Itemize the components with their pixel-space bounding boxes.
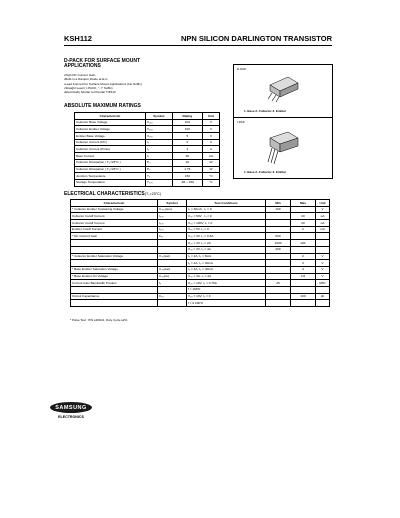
table-row: I₀ = 4A, I₀ = 40mA 3 V [71, 260, 330, 267]
table-row: Collector Dissipation ( T₀=25°C ) P₀ 20 W [75, 159, 220, 166]
ipak-label: I-PAK [237, 120, 245, 124]
table-row: V₀₀ = 3V, I₀ = 2A 1000 12K [71, 240, 330, 247]
column-header: Rating [172, 113, 202, 120]
table-row: Junction Temperature T₀ 150 °C [75, 173, 220, 180]
feature-item: • Straight Lead ( I-PACK, "- I" Suffix) [64, 86, 142, 90]
dpak-package-box [233, 64, 333, 118]
column-header: Min [266, 200, 291, 207]
table-row: * Base Emitter Saturation Voltage V₀₀(sat) I₀ = 4A, I₀ = 40mA 4 V [71, 266, 330, 273]
column-header: Unit [203, 113, 220, 120]
table-row: Emitter Base Voltage V₂₀₀ 5 V [75, 133, 220, 140]
samsung-logo-subtitle: ELECTRONICS [58, 415, 84, 419]
table-row: Collector Dissipation ( T₀=25°C ) P₀ 1.75 W [75, 166, 220, 173]
table-row: Collector Cutoff Current I₀₀₀ V₀₀ = 100V, I₀ = 0 20 uA [71, 220, 330, 227]
column-header: Symbol [158, 200, 187, 207]
document-title: NPN SILICON DARLINGTON TRANSISTOR [181, 34, 332, 43]
ipak-pin-caption: 1. Base 2. Collector 3. Emitter [244, 170, 287, 174]
table-row: * Base Emitter On Voltage V₀₀(on) V₀₀ = 3A, I₀ = 2A 2.8 V [71, 273, 330, 280]
table-row: Output Capacitance C₀₀ V₀₀ = 10V, I₀ = 0 100 pF [71, 293, 330, 300]
table-row: * Collector Emitter Saturation Voltage V₀₀(sat) I₀ = 2A, I₀ = 8mA 2 V [71, 253, 330, 260]
ipak-package-icon [262, 128, 304, 166]
table-header-row [71, 200, 330, 207]
part-number: KSH112 [64, 34, 92, 43]
samsung-logo [40, 402, 102, 419]
table-row: * DC Current Gain h₀₀ V₀₀ = 3V, I₀ = 0.5A 500 [71, 233, 330, 240]
samsung-logo-mark: SAMSUNG [50, 402, 92, 413]
table-row: Collector Current (Pulse) I₀ 4 A [75, 146, 220, 153]
column-header: Max [291, 200, 316, 207]
dpak-pin-caption: 1. Base 2. Collector 3. Emitter [244, 109, 287, 113]
table-row: Collector Emitter Voltage V₂₀₀ 100 V [75, 126, 220, 133]
dpak-package-icon [264, 73, 304, 103]
table-row: f = 1MHz [71, 286, 330, 293]
elec-char-table [70, 199, 330, 307]
table-row: Base Current I₀ 50 mA [75, 153, 220, 160]
feature-list [64, 73, 142, 94]
feature-item: • Built-in a Damper Diode at E-C [64, 77, 142, 81]
pulse-test-note: * Pulse Test : PW ≤300uS, Duty Cycle ≤2% [70, 318, 128, 322]
abs-max-table [74, 112, 220, 187]
table-header-row [75, 113, 220, 120]
table-row: Collector Cutoff Current I₀₀₀ V₀₀ = 50V , I₀ = 0 20 uA [71, 213, 330, 220]
table-row: V₀₀ = 3V, I₀ = 4A 200 [71, 246, 330, 253]
column-header: Characteristic [71, 200, 158, 207]
abs-max-title: ABSOLUTE MAXIMUM RATINGS [64, 103, 141, 109]
header-divider [64, 45, 332, 46]
table-row: Current Gain Bandwidth Product f₀ V₀₀ = 10V, I₀ = 0.75A 25 MHz [71, 280, 330, 287]
table-row: Collector Current (DC) I₀ 2 A [75, 139, 220, 146]
table-row: Storage Temperature T₀₀₀ -65 ~ 150 °C [75, 179, 220, 186]
table-row: Collector Base Voltage V₂₀₀ 100 V [75, 119, 220, 126]
ipak-package-box [233, 117, 333, 179]
column-header: Unit [316, 200, 330, 207]
column-header: Symbol [146, 113, 173, 120]
applications-title: D-PACK FOR SURFACE MOUNT APPLICATIONS [64, 58, 141, 70]
table-row: * Collector Emitter Sustaining Voltage V₀₀₀(sus) I₀ = 30mA , I₀ = 0 100 V [71, 206, 330, 213]
dpak-label: D-PAK [237, 67, 247, 71]
elec-char-title: ELECTRICAL CHARACTERISTICS(T₀=25°C) [64, 191, 161, 197]
table-row: Emitter Cutoff Current I₀₀₀ V₀₀ = 5V, I₀ = 0 2 mA [71, 226, 330, 233]
feature-item: • Lead Formed for Surface Mount Applications (No Suffix) [64, 82, 142, 86]
table-row: f = 0.1MHz [71, 300, 330, 307]
column-header: Characteristic [75, 113, 146, 120]
feature-item: • Electrically Similar to Popular TIP112 [64, 90, 142, 94]
feature-item: • High DC Current Gain [64, 73, 142, 77]
column-header: Test Conditions [187, 200, 266, 207]
